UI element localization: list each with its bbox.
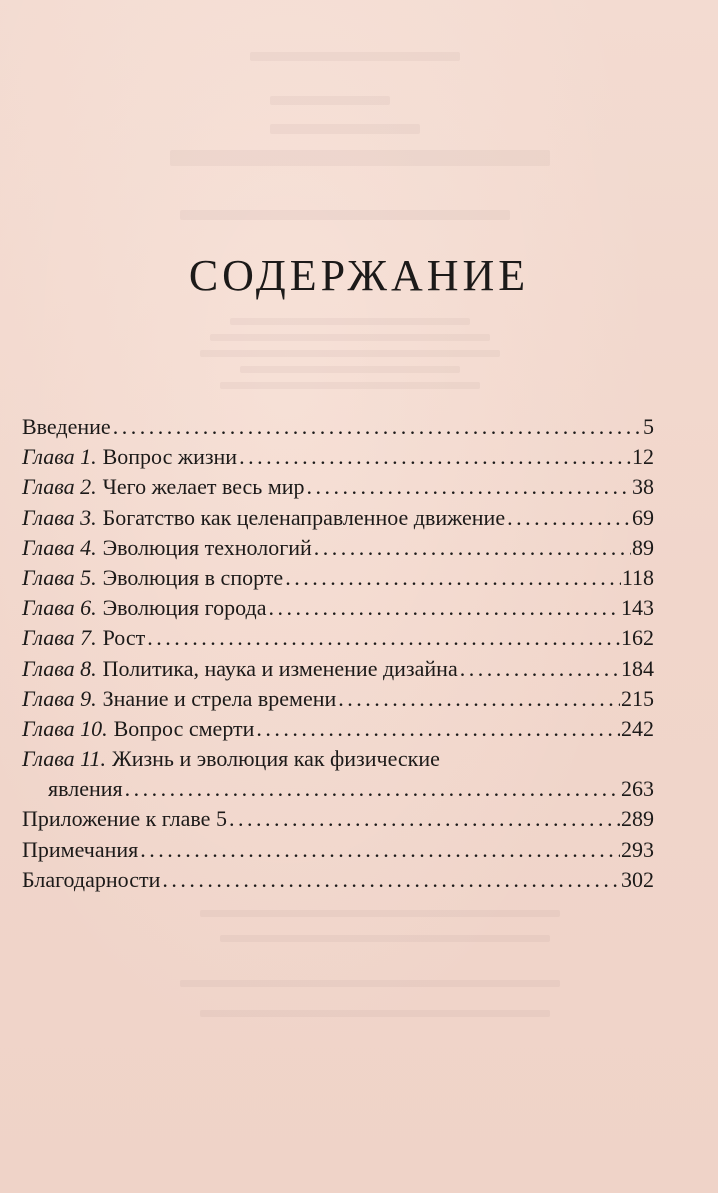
- page-title: СОДЕРЖАНИЕ: [188, 251, 530, 300]
- show-through-mark: [220, 382, 480, 389]
- show-through-mark: [240, 366, 460, 373]
- toc-entry-chapter-11[interactable]: [22, 744, 654, 774]
- dot-leader: [239, 442, 631, 472]
- toc-entry-title: Вопрос смерти: [113, 715, 255, 741]
- toc-entry-chapter-8[interactable]: [22, 654, 654, 684]
- toc-entry-chapter-3[interactable]: [22, 503, 654, 533]
- show-through-mark: [270, 124, 420, 134]
- toc-chapter-label: Глава 6.: [22, 595, 97, 621]
- toc-entry-title: Благодарности: [22, 866, 161, 892]
- show-through-mark: [220, 935, 550, 942]
- table-of-contents: [22, 412, 654, 895]
- dot-leader: [307, 472, 631, 502]
- toc-page-number: 5: [643, 414, 654, 439]
- toc-entry-notes[interactable]: [22, 835, 654, 865]
- toc-entry-chapter-9[interactable]: [22, 684, 654, 714]
- toc-chapter-label: Глава 3.: [22, 504, 97, 530]
- toc-entry-title: Жизнь и эволюция как физические: [111, 746, 440, 772]
- toc-page-number: 242: [621, 715, 654, 741]
- toc-entry-chapter-11-continued[interactable]: [22, 774, 654, 804]
- dot-leader: [140, 835, 620, 865]
- toc-page-number: 289: [621, 806, 654, 832]
- toc-entry-title: Политика, наука и изменение дизайна: [102, 655, 458, 681]
- show-through-mark: [200, 910, 560, 917]
- toc-chapter-label: Глава 5.: [22, 564, 97, 590]
- toc-entry-title: Приложение к главе 5: [22, 806, 227, 832]
- toc-entry-appendix[interactable]: [22, 804, 654, 834]
- toc-page-number: 69: [632, 504, 654, 530]
- toc-entry-chapter-5[interactable]: [22, 563, 654, 593]
- toc-page-number: 38: [632, 474, 654, 500]
- toc-page-number: 89: [632, 534, 654, 560]
- dot-leader: [507, 503, 631, 533]
- toc-entry-chapter-10[interactable]: [22, 714, 654, 744]
- toc-page-number: 184: [621, 655, 654, 681]
- toc-page-number: 12: [632, 444, 654, 470]
- toc-chapter-label: Глава 11.: [22, 746, 106, 772]
- toc-entry-chapter-6[interactable]: [22, 593, 654, 623]
- toc-entry-acknowledgements[interactable]: [22, 865, 654, 895]
- toc-page-number: 263: [621, 776, 654, 802]
- toc-entry-title: Эволюция в спорте: [102, 564, 284, 590]
- dot-leader: [147, 623, 620, 653]
- show-through-mark: [170, 150, 550, 166]
- toc-entry-chapter-1[interactable]: [22, 442, 654, 472]
- show-through-mark: [180, 210, 510, 220]
- toc-chapter-label: Глава 8.: [22, 655, 97, 681]
- toc-entry-title: Эволюция города: [102, 595, 267, 621]
- toc-entry-title: Введение: [22, 414, 111, 439]
- show-through-mark: [270, 96, 390, 105]
- toc-chapter-label: Глава 1.: [22, 444, 97, 470]
- toc-entry-title: Чего желает весь мир: [102, 474, 305, 500]
- toc-page-number: 118: [621, 564, 654, 590]
- dot-leader: [113, 412, 642, 442]
- toc-chapter-label: Глава 10.: [22, 715, 108, 741]
- toc-page-number: 143: [621, 595, 654, 621]
- toc-entry-title: Эволюция технологий: [102, 534, 312, 560]
- toc-entry-chapter-2[interactable]: [22, 472, 654, 502]
- toc-page-number: 215: [621, 685, 654, 711]
- show-through-mark: [180, 980, 560, 987]
- dot-leader: [460, 654, 620, 684]
- toc-chapter-label: Глава 4.: [22, 534, 97, 560]
- show-through-mark: [250, 52, 460, 61]
- toc-page-number: 162: [621, 625, 654, 651]
- show-through-mark: [210, 334, 490, 341]
- toc-entry-title: Рост: [102, 625, 146, 651]
- show-through-mark: [230, 318, 470, 325]
- toc-entry-title: Примечания: [22, 836, 139, 862]
- toc-entry-title: Богатство как целенаправленное движение: [102, 504, 506, 530]
- toc-entry-chapter-4[interactable]: [22, 533, 654, 563]
- toc-chapter-label: Глава 7.: [22, 625, 97, 651]
- toc-entry-title-continued: явления: [48, 776, 123, 802]
- toc-chapter-label: Глава 9.: [22, 685, 97, 711]
- dot-leader: [229, 804, 620, 834]
- dot-leader: [338, 684, 620, 714]
- dot-leader: [256, 714, 620, 744]
- toc-page-number: 293: [621, 836, 654, 862]
- dot-leader: [162, 865, 620, 895]
- dot-leader: [125, 774, 620, 804]
- toc-entry-title: Вопрос жизни: [102, 444, 238, 470]
- dot-leader: [285, 563, 621, 593]
- toc-entry-title: Знание и стрела времени: [102, 685, 337, 711]
- toc-chapter-label: Глава 2.: [22, 474, 97, 500]
- dot-leader: [268, 593, 620, 623]
- toc-entry-chapter-7[interactable]: [22, 623, 654, 653]
- show-through-mark: [200, 350, 500, 357]
- toc-page-number: 302: [621, 866, 654, 892]
- show-through-mark: [200, 1010, 550, 1017]
- dot-leader: [314, 533, 631, 563]
- toc-entry-introduction[interactable]: [22, 412, 654, 442]
